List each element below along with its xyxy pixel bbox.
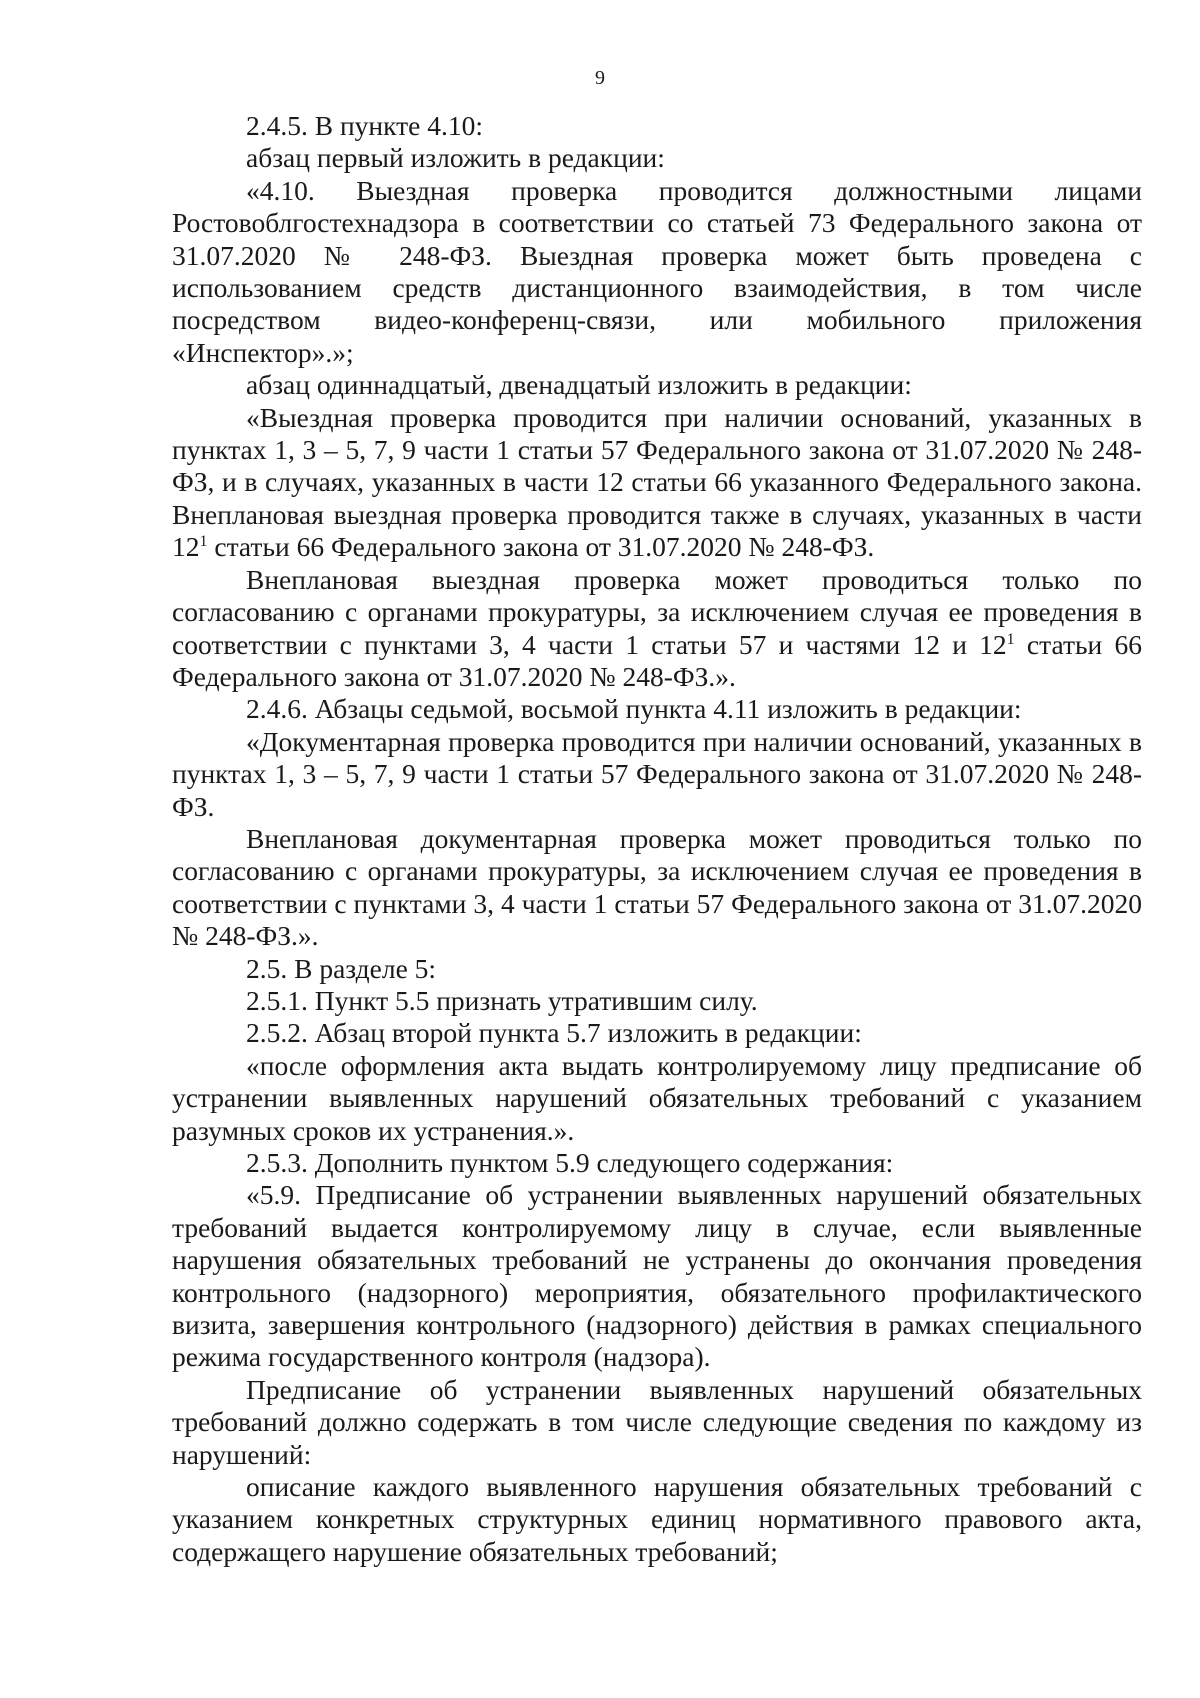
page-number: 9 [595,67,605,89]
paragraph-unscheduled-field-check-text: Внеплановая выездная проверка может проводиться только по согласованию с органами прокуратуры, за исключением случая ее проведения в соответствии с пунктами 3, 4 части 1 статьи 57 и частями 12 и 12 [172,563,1142,660]
paragraph-order-contents: Предписание об устранении выявленных нарушений обязательных требований должно содержать в том числе следующие сведения по каждому из нарушений: [172,1373,1142,1470]
paragraph-2-5: 2.5. В разделе 5: [246,952,437,984]
superscript-one: 1 [199,533,208,551]
paragraph-4-10-text: «4.10. Выездная проверка проводится должностными лицами Ростовоблгостехнадзора в соответствии со статьей 73 Федерального закона от 31.07.2020 № 248-ФЗ. Выездная проверка может быть проведена с использованием средств дистанционного взаимодействия, в том числе посредством видео-конференц-связи, или мобильного приложения «Инспектор».»; [172,174,1142,368]
paragraph-2-5-2: 2.5.2. Абзац второй пункта 5.7 изложить в редакции: [246,1017,862,1049]
paragraph-2-4-5: 2.4.5. В пункте 4.10: [246,110,484,141]
superscript-one: 1 [1006,630,1015,648]
paragraph-unscheduled-documentary-check: Внеплановая документарная проверка может проводиться только по согласованию с органами прокуратуры, за исключением случая ее проведения в соответствии с пунктами 3, 4 части 1 статьи 57 Федерального закона от 31.07.2020 № 248-ФЗ.». [172,822,1142,952]
paragraph-field-check-grounds-text: «Выездная проверка проводится при наличии оснований, указанных в пунктах 1, 3 – 5, 7, 9 части 1 статьи 57 Федерального закона от 31.07.2020 № 248-ФЗ, и в случаях, указанных в части 12 статьи 66 указанного Федерального закона. Внеплановая выездная проверка проводится также [172,401,1142,530]
paragraph-unscheduled-field-check-end: статьи 66 Федерального закона от 31.07.2020 № 248-ФЗ.». [172,628,1142,692]
paragraph-documentary-check: «Документарная проверка проводится при наличии оснований, указанных в пунктах 1, 3 – 5, 7, 9 части 1 статьи 57 Федерального закона от 31.07.2020 № 248-ФЗ. [172,725,1142,822]
paragraph-2-4-6: 2.4.6. Абзацы седьмой, восьмой пункта 4.11 изложить в редакции: [246,693,1022,725]
paragraph-violation-description: описание каждого выявленного нарушения обязательных требований с указанием конкретных структурных единиц нормативного правового акта, содержащего нарушение обязательных требований; [172,1471,1142,1567]
paragraph-5-9-text: «5.9. Предписание об устранении выявленных нарушений обязательных требований выдается контролируемому лицу в случае, если выявленные нарушения обязательных требований не устранены до окончания проведения контрольного (надзорного) мероприятия, обязательного профилактического визита, завершения контрольного (надзорного) действия в рамках специального режима государственного контроля (надзора). [172,1179,1142,1373]
paragraph-unscheduled-field-check [172,564,1142,694]
paragraph-field-check-grounds [172,402,1142,564]
paragraph-field-check-grounds-end: статьи 66 Федерального закона от 31.07.2020 № 248-ФЗ. [207,531,875,563]
paragraph-first-abzac: абзац первый изложить в редакции: [246,142,665,174]
paragraph-2-5-3: 2.5.3. Дополнить пунктом 5.9 следующего содержания: [246,1147,894,1178]
paragraph-abzac-11-12: абзац одиннадцатый, двенадцатый изложить в редакции: [246,369,912,401]
paragraph-2-5-1: 2.5.1. Пункт 5.5 признать утратившим силу. [246,984,758,1016]
paragraph-field-check-grounds-cont: в случаях, указанных в части 12 [172,498,1142,563]
paragraph-after-act: «после оформления акта выдать контролируемому лицу предписание об устранении выявленных нарушений обязательных требований с указанием разумных сроков их устранения.». [172,1049,1142,1146]
document-body [172,110,1142,1568]
